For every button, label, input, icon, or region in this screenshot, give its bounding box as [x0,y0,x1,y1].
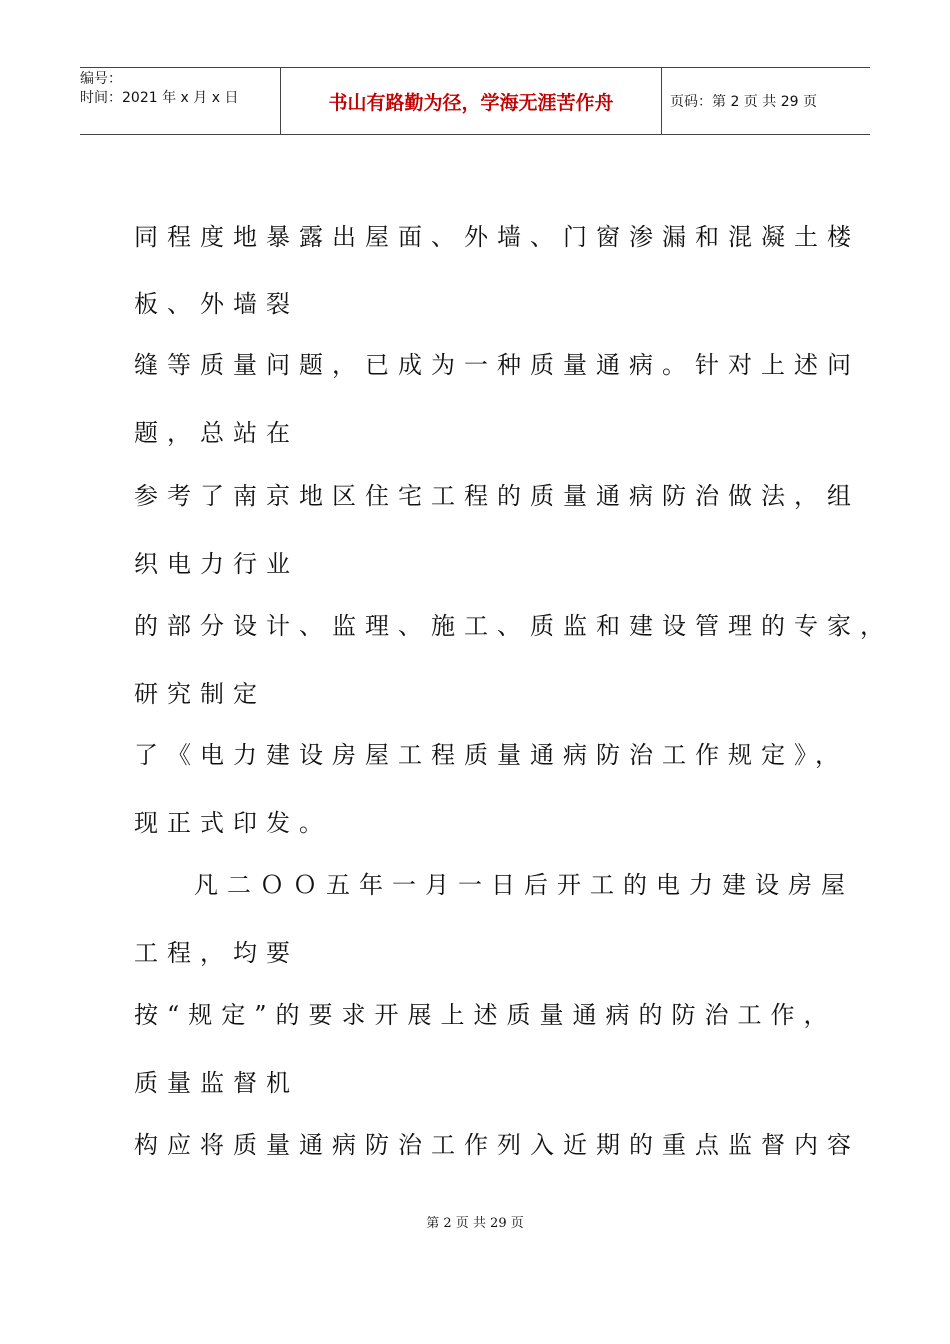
body-line: 构应将质量通病防治工作列入近期的重点监督内容 [134,1131,860,1159]
document-date: 时间：2021 年 x 月 x 日 [80,90,239,106]
header-meta [80,68,281,134]
body-line: 现正式印发。 [134,809,332,837]
body-line: 同程度地暴露出屋面、外墙、门窗渗漏和混凝土楼 [134,223,860,251]
page-footer [0,1212,950,1231]
page-header [80,67,870,135]
body-line: 了《电力建设房屋工程质量通病防治工作规定》， [134,741,848,769]
document-number: 编号： [80,71,122,87]
body-line: 工程，均要 [134,939,299,967]
header-motto-cell [281,68,662,134]
body-line: 研究制定 [134,680,266,708]
body-line: 质量监督机 [134,1069,299,1097]
body-line-indented: 凡二ＯＯ五年一月一日后开工的电力建设房屋 [194,871,854,899]
body-line: 织电力行业 [134,550,299,578]
body-line: 板、外墙裂 [134,290,299,318]
body-line: 的部分设计、监理、施工、质监和建设管理的专家， [134,612,893,640]
body-line: 参考了南京地区住宅工程的质量通病防治做法，组 [134,482,860,510]
body-line: 按“规定”的要求开展上述质量通病的防治工作， [134,1001,837,1029]
footer-page-number: 第 2 页 共 29 页 [426,1216,524,1231]
body-line: 缝等质量问题，已成为一种质量通病。针对上述问 [134,351,860,379]
header-page-info: 页码：第 2 页 共 29 页 [670,94,817,110]
header-page-cell [662,68,870,134]
body-line: 题，总站在 [134,419,299,447]
header-motto: 书山有路勤为径，学海无涯苦作舟 [328,91,614,114]
